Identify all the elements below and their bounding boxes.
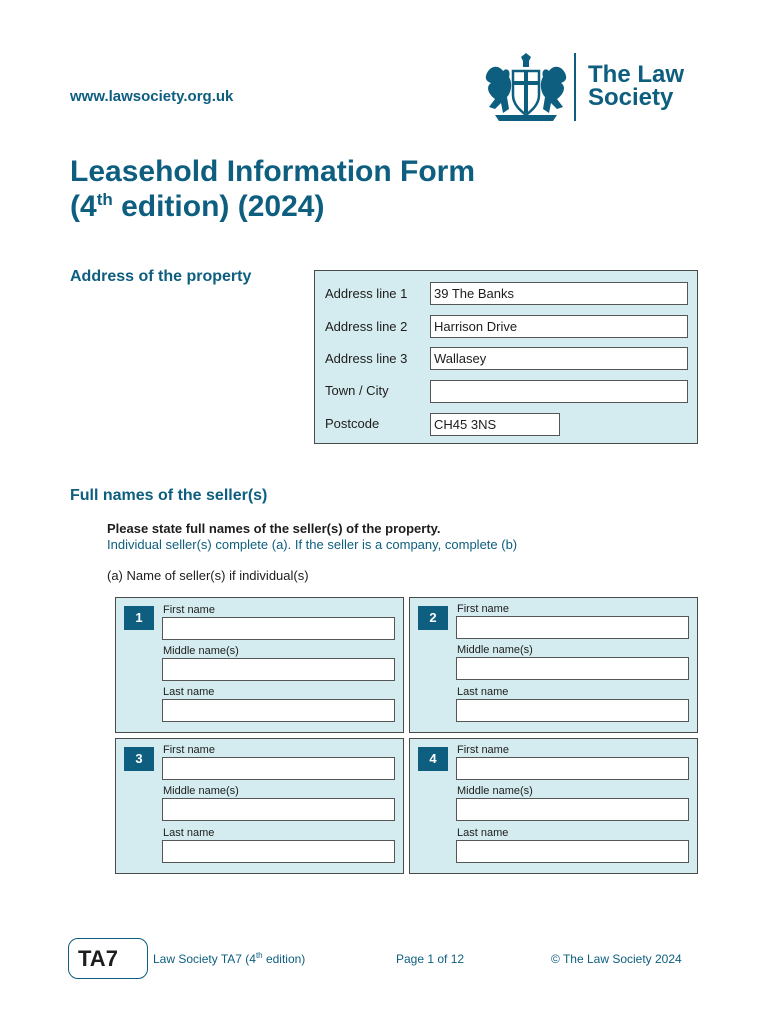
sellers-heading: Full names of the seller(s)	[70, 487, 268, 504]
seller-2-first-name-field[interactable]	[456, 616, 689, 639]
individual-sellers-subheading: (a) Name of seller(s) if individual(s)	[107, 568, 309, 583]
address-heading: Address of the property	[70, 268, 252, 285]
law-society-logo	[481, 53, 701, 125]
seller-1-last-name-field[interactable]	[162, 699, 395, 722]
seller-2-last-name-field[interactable]	[456, 699, 689, 722]
seller-2-middle-name-field[interactable]	[456, 657, 689, 680]
title-suffix: edition) (2024)	[112, 190, 325, 223]
town-city-label: Town / City	[325, 383, 389, 398]
footer-edition	[153, 952, 305, 966]
seller-1-middle-name-field[interactable]	[162, 658, 395, 681]
seller-3-middle-name-field[interactable]	[162, 798, 395, 821]
seller-3-first-name-field[interactable]	[162, 757, 395, 780]
seller-4-last-name-field[interactable]	[456, 840, 689, 863]
seller-panel-4	[409, 738, 698, 874]
first-name-label: First name	[457, 603, 509, 615]
page-title	[70, 154, 475, 224]
town-city-field[interactable]	[430, 380, 688, 403]
first-name-label: First name	[163, 604, 215, 616]
seller-number: 4	[418, 747, 448, 771]
address-line-3-label: Address line 3	[325, 351, 408, 366]
title-line-2	[70, 189, 475, 224]
first-name-label: First name	[457, 744, 509, 756]
title-line-1: Leasehold Information Form	[70, 155, 476, 188]
sellers-instruction-note: Individual seller(s) complete (a). If the seller is a company, complete (b)	[107, 537, 518, 552]
postcode-label: Postcode	[325, 416, 380, 431]
middle-name-label: Middle name(s)	[457, 644, 533, 656]
footer-edition-prefix: Law Society TA7 (4	[153, 952, 256, 966]
address-line-1-label: Address line 1	[325, 286, 408, 301]
seller-4-middle-name-field[interactable]	[456, 798, 689, 821]
address-line-2-label: Address line 2	[325, 319, 408, 334]
website-link[interactable]: www.lawsociety.org.uk	[70, 88, 234, 105]
middle-name-label: Middle name(s)	[163, 785, 239, 797]
first-name-label: First name	[163, 744, 215, 756]
last-name-label: Last name	[163, 686, 215, 698]
sellers-instruction: Please state full names of the seller(s) of the property.	[107, 521, 441, 536]
address-panel	[314, 270, 698, 444]
seller-panel-3	[115, 738, 404, 874]
last-name-label: Last name	[457, 686, 509, 698]
page-number: Page 1 of 12	[396, 952, 465, 966]
seller-panel-2	[409, 597, 698, 733]
seller-number: 3	[124, 747, 154, 771]
address-line-3-field[interactable]: Wallasey	[430, 347, 688, 370]
seller-number: 2	[418, 606, 448, 630]
middle-name-label: Middle name(s)	[457, 785, 533, 797]
last-name-label: Last name	[163, 827, 215, 839]
seller-panel-1	[115, 597, 404, 733]
middle-name-label: Middle name(s)	[163, 645, 239, 657]
title-sup: th	[96, 190, 113, 209]
footer-edition-suffix: edition)	[262, 952, 306, 966]
coat-of-arms-icon	[481, 53, 571, 123]
address-line-2-field[interactable]: Harrison Drive	[430, 315, 688, 338]
footer-copyright: © The Law Society 2024	[551, 952, 682, 966]
logo-line-2: Society	[588, 84, 674, 111]
logo-divider	[574, 53, 576, 121]
seller-number: 1	[124, 606, 154, 630]
postcode-field[interactable]: CH45 3NS	[430, 413, 560, 436]
seller-3-last-name-field[interactable]	[162, 840, 395, 863]
form-code-badge: TA7	[68, 938, 148, 979]
logo-wordmark	[588, 63, 684, 109]
logo-line-1: The Law	[588, 61, 685, 88]
address-line-1-field[interactable]: 39 The Banks	[430, 282, 688, 305]
footer-edition-sup: th	[255, 951, 263, 960]
last-name-label: Last name	[457, 827, 509, 839]
seller-1-first-name-field[interactable]	[162, 617, 395, 640]
seller-4-first-name-field[interactable]	[456, 757, 689, 780]
title-prefix: (4	[70, 190, 97, 223]
